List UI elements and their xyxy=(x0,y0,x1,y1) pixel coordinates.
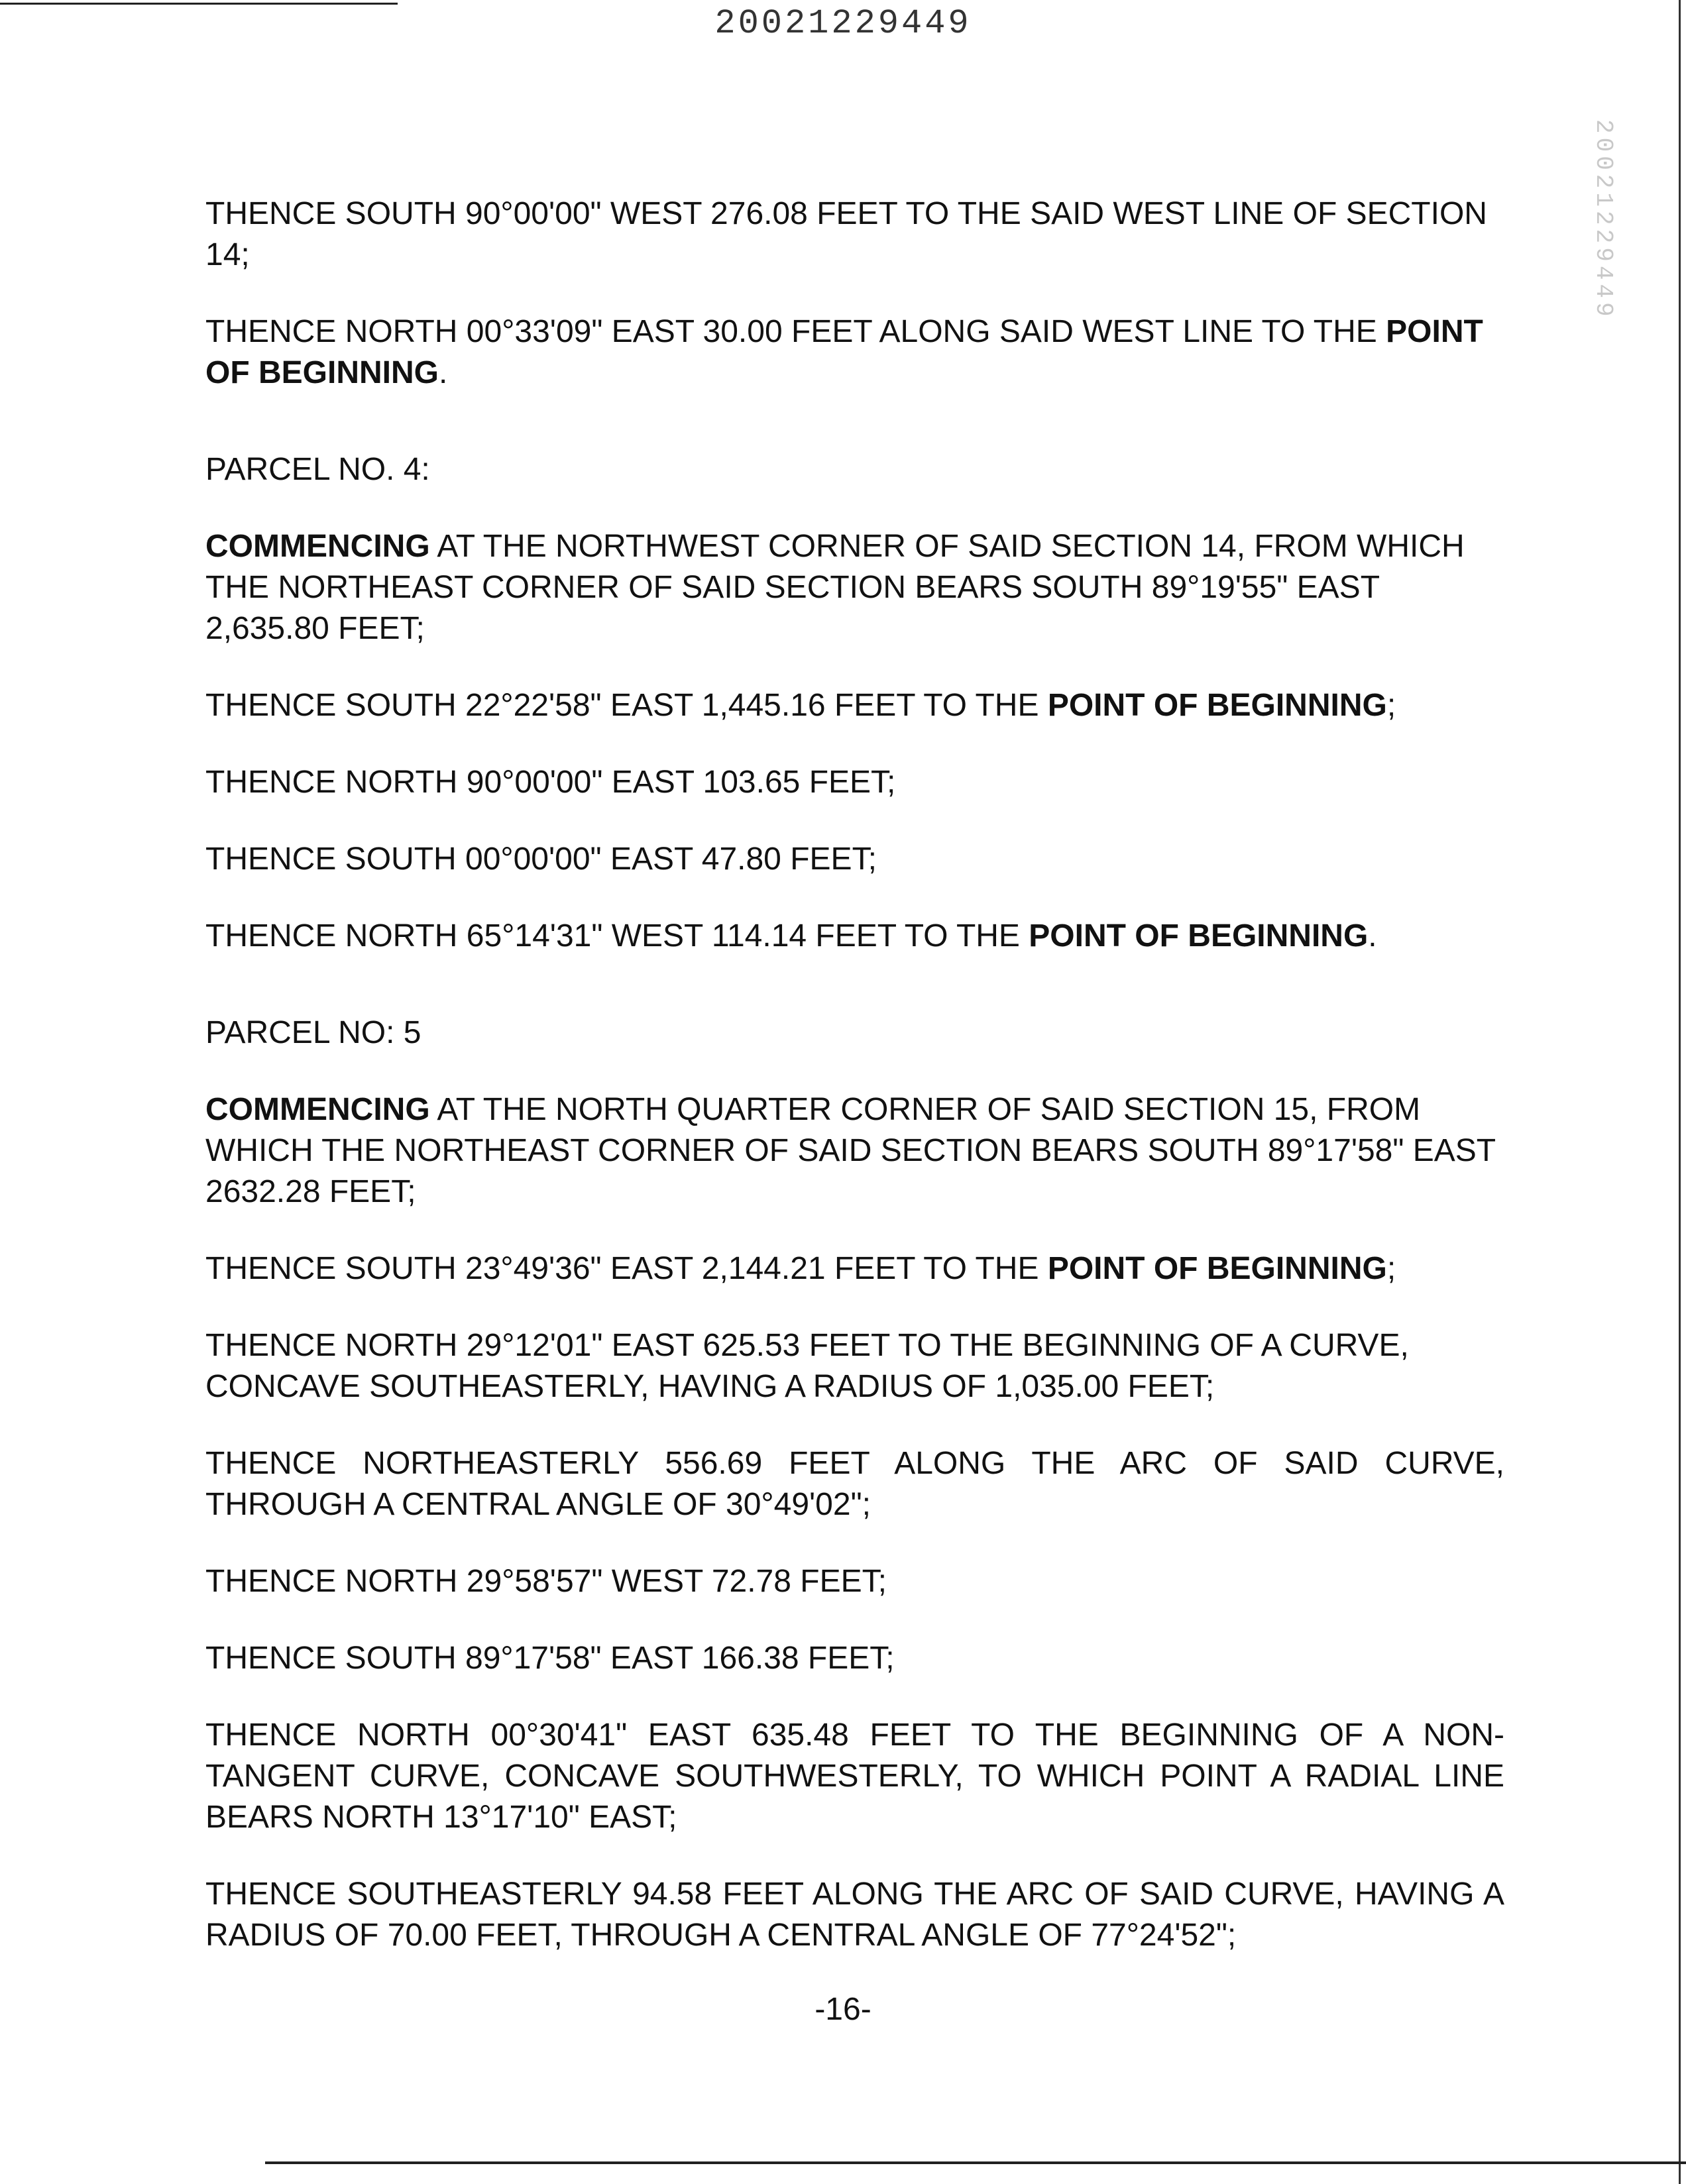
paragraph-text: THENCE NORTH 00°30'41" EAST 635.48 FEET TO THE BEGINNING OF A NON-TANGENT CURVE, CONCAVE SOUTHWESTERLY, TO WHICH POINT A RADIAL LINE BEARS NORTH 13°17'10" EAST; xyxy=(205,1718,1504,1835)
paragraph xyxy=(205,1325,1504,1407)
paragraph xyxy=(205,193,1504,276)
parcel-heading xyxy=(205,1012,1504,1054)
paragraph xyxy=(205,1248,1504,1289)
paragraph-text: THENCE SOUTH 00°00'00" EAST 47.80 FEET; xyxy=(205,842,877,877)
paragraph-text: THENCE SOUTH 22°22'58" EAST 1,445.16 FEET TO THE xyxy=(205,688,1048,723)
paragraph-text: THENCE NORTHEASTERLY 556.69 FEET ALONG THE ARC OF SAID CURVE, THROUGH A CENTRAL ANGLE OF 30°49'02"; xyxy=(205,1446,1504,1522)
scan-edge-right xyxy=(1679,0,1681,2184)
point-of-beginning-term: POINT OF BEGINNING xyxy=(205,314,1483,390)
paragraph xyxy=(205,526,1504,649)
legal-description-body xyxy=(205,193,1504,1992)
paragraph-text: THENCE NORTH 00°33'09" EAST 30.00 FEET ALONG SAID WEST LINE TO THE xyxy=(205,314,1386,349)
paragraph xyxy=(205,685,1504,726)
paragraph xyxy=(205,1443,1504,1525)
paragraph xyxy=(205,311,1504,394)
parcel-heading-text: PARCEL NO. 4: xyxy=(205,452,430,487)
paragraph xyxy=(205,839,1504,880)
paragraph-text: ; xyxy=(1386,1251,1396,1286)
paragraph xyxy=(205,762,1504,803)
paragraph xyxy=(205,1874,1504,1956)
paragraph-text: THENCE SOUTH 89°17'58" EAST 166.38 FEET; xyxy=(205,1641,895,1676)
commencing-term: COMMENCING xyxy=(205,1092,430,1127)
paragraph-text: THENCE NORTH 90°00'00" EAST 103.65 FEET; xyxy=(205,765,896,800)
page-number: -16- xyxy=(815,1992,871,2027)
paragraph-text: THENCE NORTH 29°12'01" EAST 625.53 FEET TO THE BEGINNING OF A CURVE, CONCAVE SOUTHEASTERLY, HAVING A RADIUS OF 1,035.00 FEET; xyxy=(205,1328,1409,1404)
paragraph-text: THENCE SOUTHEASTERLY 94.58 FEET ALONG THE ARC OF SAID CURVE, HAVING A RADIUS OF 70.00 FEET, THROUGH A CENTRAL ANGLE OF 77°24'52"; xyxy=(205,1877,1504,1953)
point-of-beginning-term: POINT OF BEGINNING xyxy=(1047,1251,1387,1286)
paragraph xyxy=(205,1715,1504,1838)
paragraph-text: THENCE SOUTH 23°49'36" EAST 2,144.21 FEET TO THE xyxy=(205,1251,1048,1286)
paragraph-text: AT THE NORTHWEST CORNER OF SAID SECTION 14, FROM WHICH THE NORTHEAST CORNER OF SAID SECTION BEARS SOUTH 89°19'55" EAST 2,635.80 FEET; xyxy=(205,529,1465,646)
paragraph-text: THENCE NORTH 29°58'57" WEST 72.78 FEET; xyxy=(205,1564,887,1599)
paragraph xyxy=(205,1561,1504,1602)
document-number: 20021229449 xyxy=(714,4,972,43)
parcel-heading xyxy=(205,449,1504,490)
parcel-heading-text: PARCEL NO: 5 xyxy=(205,1015,422,1050)
margin-stamp: 20021229449 xyxy=(1590,119,1617,321)
commencing-term: COMMENCING xyxy=(205,529,430,564)
paragraph xyxy=(205,1638,1504,1679)
paragraph-text: . xyxy=(439,355,448,390)
paragraph-text: ; xyxy=(1386,688,1396,723)
scan-edge-bottom xyxy=(265,2161,1686,2164)
paragraph xyxy=(205,916,1504,957)
point-of-beginning-term: POINT OF BEGINNING xyxy=(1047,688,1387,723)
paragraph-text: THENCE SOUTH 90°00'00" WEST 276.08 FEET TO THE SAID WEST LINE OF SECTION 14; xyxy=(205,196,1487,272)
paragraph-text: THENCE NORTH 65°14'31" WEST 114.14 FEET TO THE xyxy=(205,918,1029,954)
point-of-beginning-term: POINT OF BEGINNING xyxy=(1029,918,1369,954)
paragraph-text: AT THE NORTH QUARTER CORNER OF SAID SECTION 15, FROM WHICH THE NORTHEAST CORNER OF SAID SECTION BEARS SOUTH 89°17'58" EAST 2632.28 FEET; xyxy=(205,1092,1496,1209)
paragraph xyxy=(205,1089,1504,1213)
paragraph-text: . xyxy=(1368,918,1377,954)
